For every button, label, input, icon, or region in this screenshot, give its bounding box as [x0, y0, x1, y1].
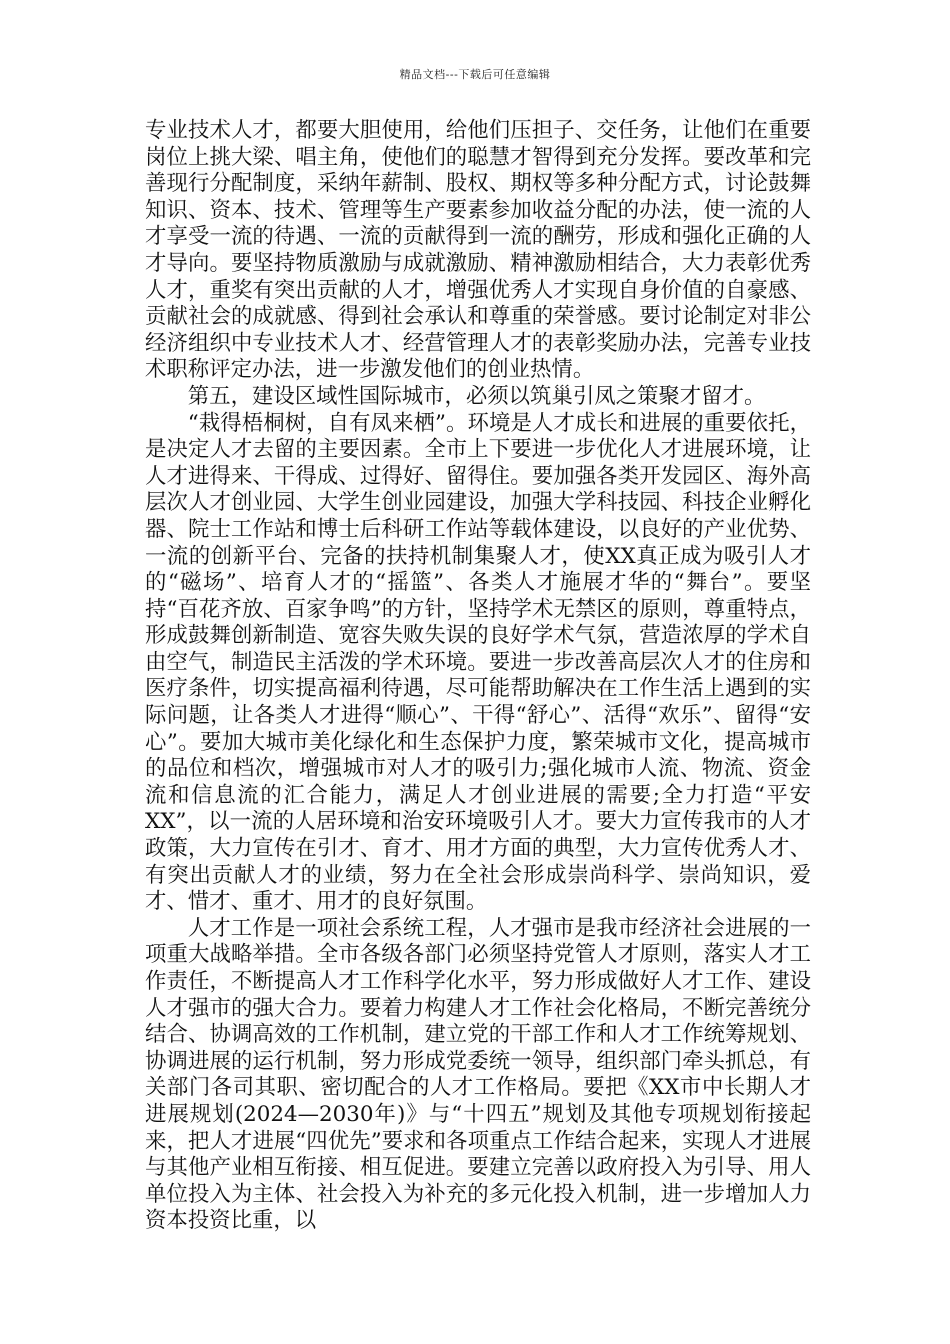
document-body	[145, 118, 811, 1235]
paragraph-environment: “栽得梧桐树，自有凤来栖”。环境是人才成长和进展的重要依托，是决定人才去留的主要因素。全市上下要进一步优化人才进展环境，让人才进得来、干得成、过得好、留得住。要加强各类开发园区、海外高层次人才创业园、大学生创业园建设，加强大学科技园、科技企业孵化器、院士工作站和博士后科研工作站等载体建设，以良好的产业优势、一流的创新平台、完备的扶持机制集聚人才，使XX真正成为吸引人才的“磁场”、培育人才的“摇篮”、各类人才施展才华的“舞台”。要坚持“百花齐放、百家争鸣”的方针，坚持学术无禁区的原则，尊重特点，形成鼓舞创新制造、宽容失败失误的良好学术气氛，营造浓厚的学术自由空气，制造民主活泼的学术环境。要进一步改善高层次人才的住房和医疗条件，切实提高福利待遇，尽可能帮助解决在工作生活上遇到的实际问题，让各类人才进得“顺心”、干得“舒心”、活得“欢乐”、留得“安心”。要加大城市美化绿化和生态保护力度，繁荣城市文化，提高城市的品位和档次，增强城市对人才的吸引力;强化城市人流、物流、资金流和信息流的汇合能力，满足人才创业进展的需要;全力打造“平安XX”，以一流的人居环境和治安环境吸引人才。要大力宣传我市的人才政策，大力宣传在引才、育才、用才方面的典型，大力宣传优秀人才、有突出贡献人才的业绩，努力在全社会形成崇尚科学、崇尚知识，爱才、惜才、重才、用才的良好氛围。	[145, 410, 811, 915]
paragraph-system-project: 人才工作是一项社会系统工程，人才强市是我市经济社会进展的一项重大战略举措。全市各级各部门必须坚持党管人才原则，落实人才工作责任，不断提高人才工作科学化水平，努力形成做好人才工作、建设人才强市的强大合力。要着力构建人才工作社会化格局，不断完善统分结合、协调高效的工作机制，建立党的干部工作和人才工作统筹规划、协调进展的运行机制，努力形成党委统一领导，组织部门牵头抓总，有关部门各司其职、密切配合的人才工作格局。要把《XX市中长期人才进展规划(2024—2030年)》与“十四五”规划及其他专项规划衔接起来，把人才进展“四优先”要求和各项重点工作结合起来，实现人才进展与其他产业相互衔接、相互促进。要建立完善以政府投入为引导、用人单位投入为主体、社会投入为补充的多元化投入机制，进一步增加人力资本投资比重，以	[145, 915, 811, 1234]
page-header: 精品文档---下载后可任意编辑	[399, 68, 551, 81]
paragraph-continued: 专业技术人才，都要大胆使用，给他们压担子、交任务，让他们在重要岗位上挑大梁、唱主角，使他们的聪慧才智得到充分发挥。要改革和完善现行分配制度，采纳年薪制、股权、期权等多种分配方式，讨论鼓舞知识、资本、技术、管理等生产要素参加收益分配的办法，使一流的人才享受一流的待遇、一流的贡献得到一流的酬劳，形成和强化正确的人才导向。要坚持物质激励与成就激励、精神激励相结合，大力表彰优秀人才，重奖有突出贡献的人才，增强优秀人才实现自身价值的自豪感、贡献社会的成就感、得到社会承认和尊重的荣誉感。要讨论制定对非公经济组织中专业技术人才、经营管理人才的表彰奖励办法，完善专业技术职称评定办法，进一步激发他们的创业热情。	[145, 118, 811, 383]
paragraph-section-heading: 第五，建设区域性国际城市，必须以筑巢引凤之策聚才留才。	[187, 383, 766, 409]
